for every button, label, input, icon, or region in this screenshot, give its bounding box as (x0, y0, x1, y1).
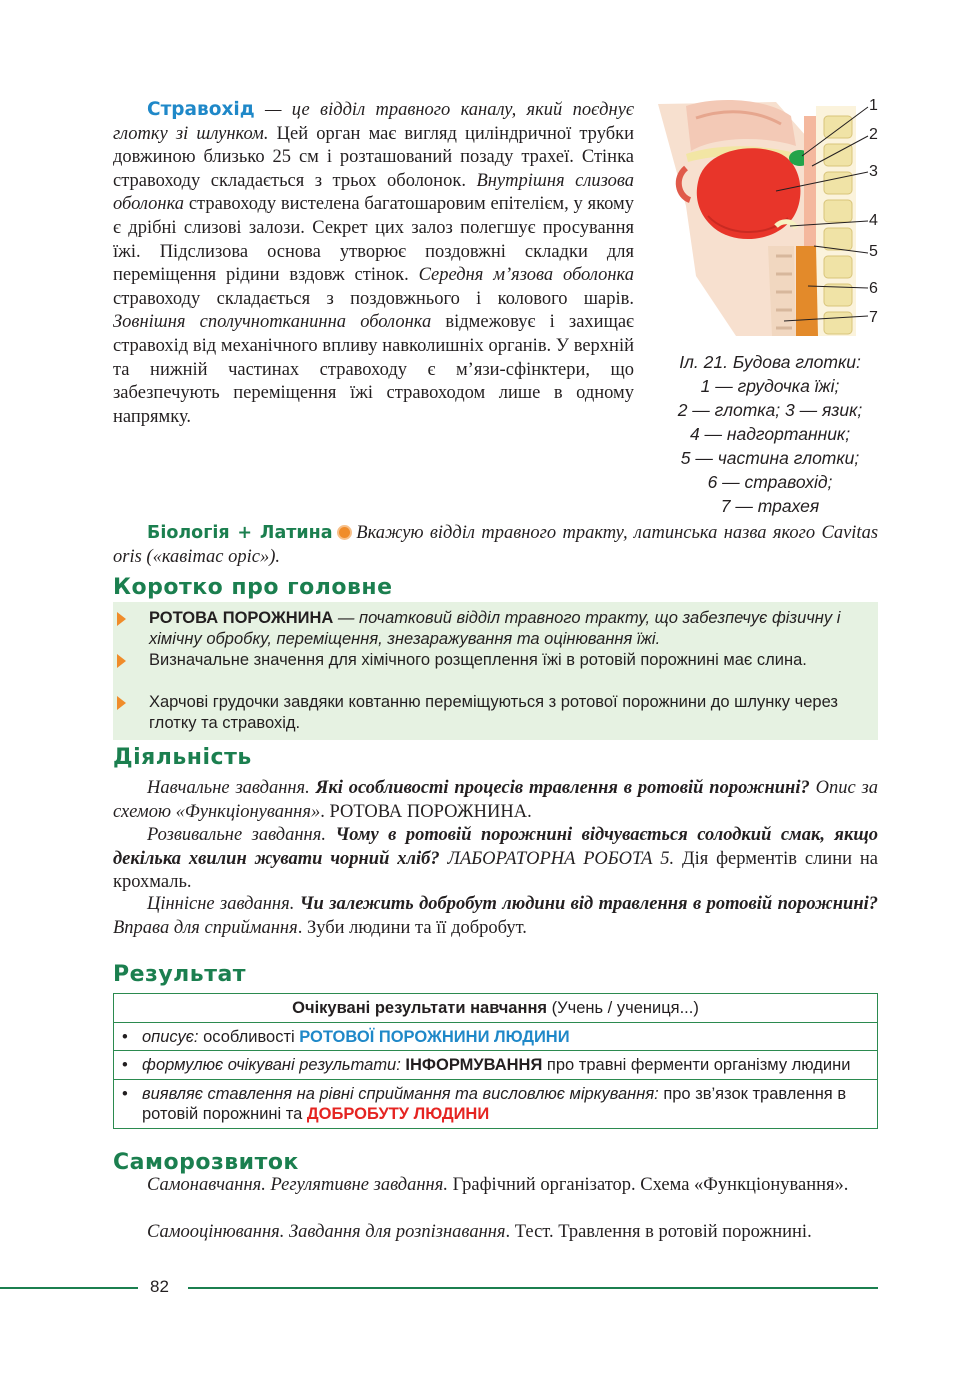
summary-item-1-bold: РОТОВА ПОРОЖНИНА (149, 609, 334, 627)
selfdev-task-2-text: . Тест. Травлення в ротовій порожнині. (505, 1222, 812, 1242)
summary-box (113, 602, 878, 740)
caption-title: Іл. 21. Будова глотки: (679, 352, 861, 372)
activity-task-1-question: Які особливості процесів травлення в ротовій порожнині? (315, 778, 810, 798)
pharynx-illustration (656, 96, 886, 338)
activity-task-1 (113, 777, 878, 824)
table-header-row (114, 994, 878, 1023)
caption-line-6: 7 — трахея (720, 496, 820, 516)
table-row-verb: виявляє ставлення на рівні сприймання та висловлює міркування: (142, 1084, 659, 1103)
summary-item-2: Визначальне значення для хімічного розщеплення їжі в ротовій порожнині має слина. (149, 651, 807, 669)
page-number: 82 (150, 1277, 169, 1296)
figure-label-7: 7 (869, 309, 878, 326)
table-row-verb: формулює очікувані результати: (142, 1056, 401, 1074)
selfdev-task-1-text: Графічний організатор. Схема «Функціонування». (447, 1175, 849, 1195)
table-row-highlight: ДОБРОБУТУ ЛЮДИНИ (306, 1105, 490, 1123)
activity-task-2-topic: Дія ферментів слини на крохмаль. (113, 848, 878, 893)
arrow-bullet-icon (117, 654, 126, 668)
table-cell (114, 1079, 878, 1128)
activity-task-1-topic: . РОТОВА ПОРОЖНИНА. (320, 801, 532, 822)
selfdev-task-2-type: Самооцінювання. Завдання для розпізнавання (147, 1222, 506, 1242)
footer-rule-left (0, 1287, 138, 1289)
activity-task-3 (113, 893, 878, 940)
intro-layer-3: Зовнішня сполучнотканинна оболонка (113, 312, 432, 333)
table-row-text: про зв’язок травлення в ротовій порожнині та (142, 1084, 847, 1123)
results-table (113, 993, 878, 1129)
intro-layer-1: Внутрішня слизова оболонка (113, 170, 635, 215)
selfdev-task-1-type: Самонавчання. Регулятивне завдання. (147, 1175, 448, 1195)
arrow-bullet-icon (117, 612, 126, 626)
activity-task-3-topic: . Зуби людини та її добробут. (297, 917, 527, 938)
activity-task-1-type: Навчальне завдання. (147, 778, 316, 798)
table-row (114, 1022, 878, 1051)
activity-task-2-type: Розвивальне завдання. (147, 825, 336, 845)
table-row (114, 1051, 878, 1080)
table-header-rest: (Учень / учениця...) (547, 999, 699, 1017)
bio-latin-label: Біологія + Латина (147, 523, 333, 543)
table-header-cell (114, 994, 878, 1023)
caption-line-5: 6 — стравохід; (707, 472, 833, 492)
bio-latin-paragraph (113, 522, 878, 569)
table-header-bold: Очікувані результати навчання (292, 999, 548, 1017)
figure-label-4: 4 (869, 212, 878, 229)
selfdev-task-2 (113, 1221, 878, 1245)
summary-item-1-text: — початковий відділ травного тракту, що забезпечує фізичну і хімічну обробку, переміщення, знезаражування та оцінювання їжі. (149, 609, 841, 648)
selfdev-heading: Саморозвиток (113, 1150, 299, 1175)
figure-caption (656, 350, 884, 518)
bio-latin-text: Вкажую відділ травного тракту, латинська назва якого Cavitas oris («кавітас оріс»). (113, 523, 879, 567)
intro-layer-2: Середня м’язова оболонка (418, 265, 634, 286)
intro-definition: — це відділ травного каналу, який поєднує глотку зі шлунком. (113, 100, 634, 144)
arrow-bullet-icon (117, 696, 126, 710)
table-row-text: особливості (198, 1027, 300, 1046)
activity-task-2 (113, 824, 878, 895)
intro-text-2: стравоходу вистелена багатошаровим епітелієм, у якому є дрібні слизові залози. Секрет цих залоз полегшує просування їжі. Підслизова основа утворює поздовжні складки для переміщення рідини вздовж стінок. (113, 194, 634, 286)
selfdev-task-1 (113, 1174, 878, 1198)
summary-heading: Коротко про головне (113, 575, 393, 600)
activity-task-3-method: Вправа для сприймання (113, 917, 298, 938)
table-row-tail: про травні ферменти організму людини (542, 1056, 851, 1074)
activity-task-3-question: Чи залежить добробут людини від травлення в ротовій порожнині? (299, 894, 878, 914)
figure-label-2: 2 (869, 126, 878, 143)
activity-heading: Діяльність (113, 745, 252, 770)
activity-task-2-question: Чому в ротовій порожнині відчувається солодкий смак, якщо декілька хвилин жувати чорний хліб? (113, 825, 879, 869)
caption-line-2: 2 — глотка; 3 — язик; (677, 400, 863, 420)
activity-task-2-method: ЛАБОРАТОРНА РОБОТА 5. (439, 848, 675, 869)
table-cell (114, 1022, 878, 1051)
caption-line-1: 1 — грудочка їжі; (700, 376, 840, 396)
flower-icon (339, 527, 350, 538)
result-heading: Результат (113, 962, 247, 987)
table-bullet: • (122, 1084, 128, 1103)
caption-line-3: 4 — надгортанник; (689, 424, 851, 444)
figure-label-5: 5 (869, 243, 878, 260)
summary-item-1 (149, 608, 864, 649)
table-row (114, 1079, 878, 1128)
footer-rule-right (188, 1287, 878, 1289)
activity-task-1-method: Опис за схемою «Функціонування» (113, 778, 878, 822)
activity-task-3-type: Ціннісне завдання. (147, 894, 300, 914)
pharynx-figure (656, 96, 886, 338)
term-esophagus: Стравохід (147, 99, 255, 120)
intro-text-3: стравоходу складається з поздовжнього і колового шарів. (113, 288, 634, 309)
table-row-highlight: РОТОВОЇ ПОРОЖНИНИ ЛЮДИНИ (299, 1027, 570, 1046)
caption-line-4: 5 — частина глотки; (680, 448, 860, 468)
table-row-highlight: ІНФОРМУВАННЯ (405, 1056, 543, 1074)
figure-label-6: 6 (869, 280, 878, 297)
table-bullet: • (122, 1056, 128, 1074)
figure-label-1: 1 (869, 97, 878, 114)
intro-text-1: Цей орган має вигляд циліндричної трубки довжиною близько 25 см і розташований позаду трахеї. Стінка стравоходу складається з трьох оболонок. (113, 123, 634, 191)
table-cell (114, 1051, 878, 1080)
figure-label-3: 3 (869, 163, 878, 180)
table-bullet: • (122, 1027, 128, 1046)
intro-paragraph (113, 98, 634, 429)
table-row-verb: описує: (142, 1027, 199, 1046)
intro-text-4: відмежовує і захищає стравохід від механічного впливу навколишніх органів. У верхній та нижній частинах стравоходу є м’язи-сфінктери, що забезпечують переміщення їжі стравоходом лише в одному напрямку. (113, 312, 634, 427)
summary-item-3: Харчові грудочки завдяки ковтанню переміщуються з ротової порожнини до шлунку через глотку та стравохід. (149, 693, 838, 732)
